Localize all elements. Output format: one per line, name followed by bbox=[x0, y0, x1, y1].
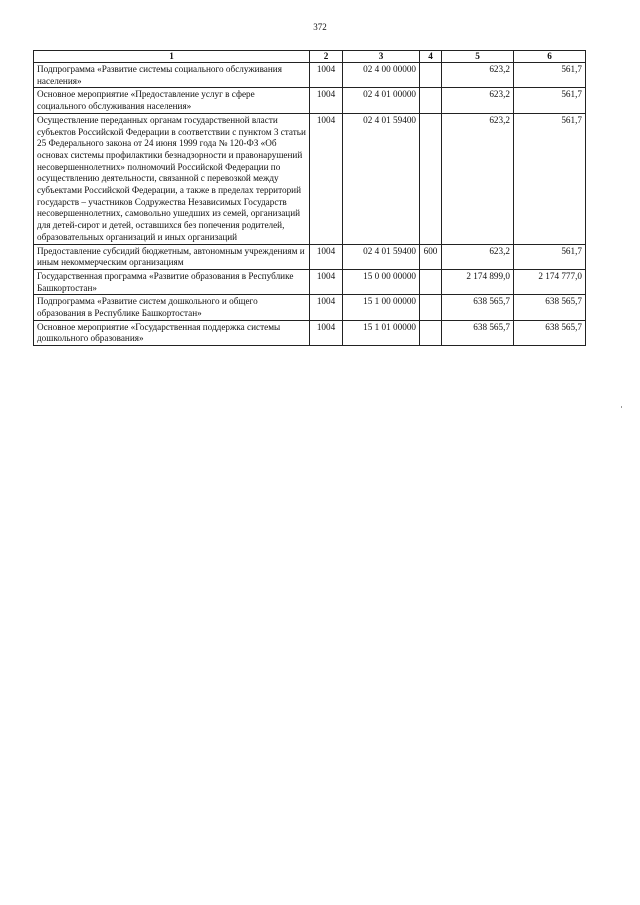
table-row bbox=[34, 63, 586, 88]
amount-cell-1: 623,2 bbox=[442, 113, 514, 244]
item-name-cell: Государственная программа «Развитие образования в Республике Башкортостан» bbox=[34, 269, 310, 294]
target-code-cell: 02 4 01 00000 bbox=[343, 88, 420, 113]
target-code-cell: 15 1 00 00000 bbox=[343, 295, 420, 320]
budget-table bbox=[33, 50, 586, 346]
amount-cell-1: 623,2 bbox=[442, 88, 514, 113]
section-code-cell: 1004 bbox=[310, 113, 343, 244]
expense-type-cell: 600 bbox=[420, 244, 442, 269]
expense-type-cell bbox=[420, 88, 442, 113]
table-row bbox=[34, 295, 586, 320]
expense-type-cell bbox=[420, 63, 442, 88]
section-code-cell: 1004 bbox=[310, 88, 343, 113]
amount-cell-1: 623,2 bbox=[442, 244, 514, 269]
amount-cell-1: 623,2 bbox=[442, 63, 514, 88]
expense-type-cell bbox=[420, 320, 442, 345]
item-name-cell: Подпрограмма «Развитие системы социального обслуживания населения» bbox=[34, 63, 310, 88]
column-header: 4 bbox=[420, 51, 442, 63]
item-name-cell: Осуществление переданных органам государственной власти субъектов Российской Федерации в соответствии с пунктом 3 статьи 25 Федерального закона от 24 июня 1999 года № 120-ФЗ «Об основах системы профилактики безнадзорности и правонарушений несовершеннолетних» полномочий Российской Федерации по осуществлению деятельности, связанной с перевозкой между субъектами Российской Федерации, а также в пределах территорий государств – участников Содружества Независимых Государств несовершеннолетних, самовольно ушедших из семей, организаций для детей-сирот и детей, оставшихся без попечения родителей, образовательных организаций и иных организаций bbox=[34, 113, 310, 244]
amount-cell-2: 561,7 bbox=[514, 244, 586, 269]
amount-cell-1: 638 565,7 bbox=[442, 295, 514, 320]
table-row bbox=[34, 88, 586, 113]
target-code-cell: 02 4 00 00000 bbox=[343, 63, 420, 88]
target-code-cell: 15 0 00 00000 bbox=[343, 269, 420, 294]
scan-speck bbox=[621, 406, 622, 408]
amount-cell-1: 2 174 899,0 bbox=[442, 269, 514, 294]
section-code-cell: 1004 bbox=[310, 295, 343, 320]
expense-type-cell bbox=[420, 269, 442, 294]
column-header: 5 bbox=[442, 51, 514, 63]
amount-cell-2: 561,7 bbox=[514, 88, 586, 113]
target-code-cell: 02 4 01 59400 bbox=[343, 244, 420, 269]
amount-cell-2: 638 565,7 bbox=[514, 320, 586, 345]
item-name-cell: Подпрограмма «Развитие систем дошкольного и общего образования в Республике Башкортостан» bbox=[34, 295, 310, 320]
column-header: 1 bbox=[34, 51, 310, 63]
item-name-cell: Предоставление субсидий бюджетным, автономным учреждениям и иным некоммерческим организациям bbox=[34, 244, 310, 269]
item-name-cell: Основное мероприятие «Предоставление услуг в сфере социального обслуживания населения» bbox=[34, 88, 310, 113]
section-code-cell: 1004 bbox=[310, 269, 343, 294]
table-row bbox=[34, 320, 586, 345]
expense-type-cell bbox=[420, 295, 442, 320]
amount-cell-2: 561,7 bbox=[514, 113, 586, 244]
column-header: 3 bbox=[343, 51, 420, 63]
column-header: 2 bbox=[310, 51, 343, 63]
amount-cell-2: 2 174 777,0 bbox=[514, 269, 586, 294]
table-row bbox=[34, 113, 586, 244]
page-number: 372 bbox=[313, 22, 327, 32]
section-code-cell: 1004 bbox=[310, 320, 343, 345]
expense-type-cell bbox=[420, 113, 442, 244]
table-row bbox=[34, 269, 586, 294]
section-code-cell: 1004 bbox=[310, 63, 343, 88]
table-row bbox=[34, 244, 586, 269]
target-code-cell: 15 1 01 00000 bbox=[343, 320, 420, 345]
amount-cell-2: 561,7 bbox=[514, 63, 586, 88]
item-name-cell: Основное мероприятие «Государственная поддержка системы дошкольного образования» bbox=[34, 320, 310, 345]
target-code-cell: 02 4 01 59400 bbox=[343, 113, 420, 244]
table-header-row bbox=[34, 51, 586, 63]
amount-cell-1: 638 565,7 bbox=[442, 320, 514, 345]
section-code-cell: 1004 bbox=[310, 244, 343, 269]
amount-cell-2: 638 565,7 bbox=[514, 295, 586, 320]
column-header: 6 bbox=[514, 51, 586, 63]
